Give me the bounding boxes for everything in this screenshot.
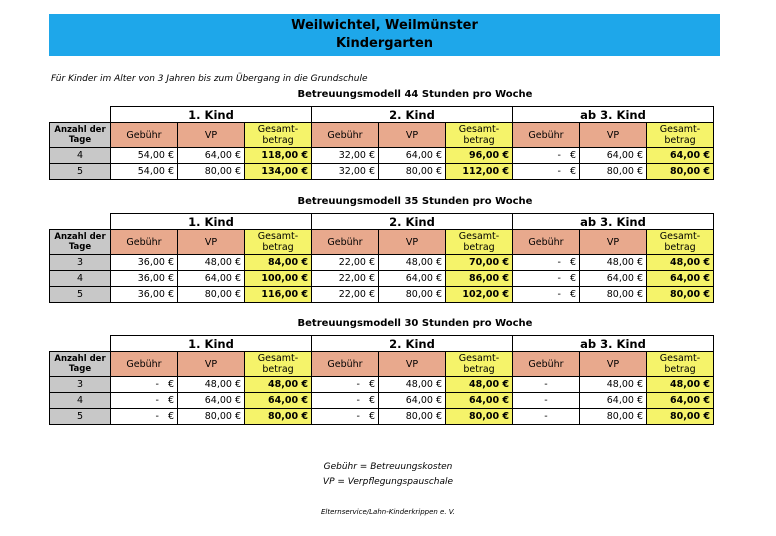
gesamt-cell: 134,00 €: [245, 164, 312, 180]
vp-cell: 80,00 €: [580, 287, 647, 303]
header-gesamt: Gesamt-betrag: [245, 352, 312, 377]
age-note: Für Kinder im Alter von 3 Jahren bis zum Übergang in die Grundschule: [51, 74, 368, 84]
vp-cell: 80,00 €: [379, 409, 446, 425]
header-gebuehr: Gebühr: [312, 123, 379, 148]
header-gebuehr: Gebühr: [111, 230, 178, 255]
table-row: [50, 409, 714, 425]
vp-cell: 64,00 €: [379, 271, 446, 287]
tage-cell: 4: [50, 148, 111, 164]
header-anzahl-tage: Anzahl der Tage: [50, 230, 111, 255]
header-gesamt: Gesamt-betrag: [245, 123, 312, 148]
vp-cell: 80,00 €: [580, 164, 647, 180]
gesamt-cell: 64,00 €: [647, 148, 714, 164]
gebuehr-cell: - €: [513, 287, 580, 303]
gebuehr-cell: - €: [513, 271, 580, 287]
kind-header-row: [50, 107, 714, 123]
column-header-row: [50, 230, 714, 255]
vp-cell: 64,00 €: [178, 148, 245, 164]
gesamt-cell: 48,00 €: [245, 377, 312, 393]
gebuehr-cell: 54,00 €: [111, 164, 178, 180]
gebuehr-cell: - €: [513, 148, 580, 164]
header-vp: VP: [379, 352, 446, 377]
gebuehr-cell: 36,00 €: [111, 287, 178, 303]
vp-cell: 48,00 €: [379, 255, 446, 271]
title-banner: [49, 14, 720, 56]
header-vp: VP: [580, 352, 647, 377]
header-kind3: ab 3. Kind: [513, 336, 714, 352]
vp-cell: 64,00 €: [580, 148, 647, 164]
pricing-table: [49, 106, 714, 180]
vp-cell: 80,00 €: [379, 287, 446, 303]
gesamt-cell: 64,00 €: [446, 393, 513, 409]
header-kind2: 2. Kind: [312, 107, 513, 123]
header-gebuehr: Gebühr: [111, 352, 178, 377]
gebuehr-cell: - €: [312, 377, 379, 393]
gebuehr-cell: - €: [111, 409, 178, 425]
pricing-table: [49, 335, 714, 425]
header-gesamt: Gesamt-betrag: [647, 123, 714, 148]
header-kind1: 1. Kind: [111, 336, 312, 352]
gesamt-cell: 80,00 €: [647, 287, 714, 303]
header-vp: VP: [379, 123, 446, 148]
legend-gebuehr: Gebühr = Betreuungskosten: [323, 462, 453, 472]
table-row: [50, 377, 714, 393]
vp-cell: 64,00 €: [379, 393, 446, 409]
header-gesamt: Gesamt-betrag: [647, 230, 714, 255]
vp-cell: 64,00 €: [178, 393, 245, 409]
header-vp: VP: [178, 123, 245, 148]
gesamt-cell: 64,00 €: [245, 393, 312, 409]
table-row: [50, 287, 714, 303]
table-row: [50, 255, 714, 271]
vp-cell: 48,00 €: [580, 377, 647, 393]
gesamt-cell: 64,00 €: [647, 271, 714, 287]
header-vp: VP: [580, 230, 647, 255]
gebuehr-cell: 36,00 €: [111, 255, 178, 271]
header-gebuehr: Gebühr: [312, 352, 379, 377]
gebuehr-cell: 22,00 €: [312, 271, 379, 287]
header-anzahl-tage: Anzahl der Tage: [50, 123, 111, 148]
table-row: [50, 148, 714, 164]
gesamt-cell: 86,00 €: [446, 271, 513, 287]
header-gesamt: Gesamt-betrag: [446, 123, 513, 148]
header-vp: VP: [178, 230, 245, 255]
vp-cell: 48,00 €: [580, 255, 647, 271]
tage-cell: 3: [50, 255, 111, 271]
gesamt-cell: 84,00 €: [245, 255, 312, 271]
gesamt-cell: 112,00 €: [446, 164, 513, 180]
vp-cell: 48,00 €: [178, 255, 245, 271]
tage-cell: 5: [50, 164, 111, 180]
gesamt-cell: 80,00 €: [647, 164, 714, 180]
header-gesamt: Gesamt-betrag: [446, 230, 513, 255]
gebuehr-cell: - €: [513, 255, 580, 271]
gebuehr-cell: 32,00 €: [312, 148, 379, 164]
header-kind1: 1. Kind: [111, 107, 312, 123]
gesamt-cell: 64,00 €: [647, 393, 714, 409]
pricing-table: [49, 213, 714, 303]
vp-cell: 80,00 €: [379, 164, 446, 180]
vp-cell: 48,00 €: [379, 377, 446, 393]
legend-vp: VP = Verpflegungspauschale: [322, 477, 454, 487]
header-gesamt: Gesamt-betrag: [647, 352, 714, 377]
gesamt-cell: 48,00 €: [647, 377, 714, 393]
model-title: Betreuungsmodell 35 Stunden pro Woche: [297, 196, 533, 207]
header-gebuehr: Gebühr: [513, 230, 580, 255]
header-kind3: ab 3. Kind: [513, 214, 714, 230]
gebuehr-cell: - €: [111, 377, 178, 393]
header-gebuehr: Gebühr: [312, 230, 379, 255]
header-vp: VP: [379, 230, 446, 255]
header-gebuehr: Gebühr: [513, 352, 580, 377]
header-gebuehr: Gebühr: [513, 123, 580, 148]
vp-cell: 64,00 €: [379, 148, 446, 164]
vp-cell: 80,00 €: [178, 287, 245, 303]
kind-header-row: [50, 336, 714, 352]
gesamt-cell: 100,00 €: [245, 271, 312, 287]
header-gesamt: Gesamt-betrag: [245, 230, 312, 255]
gebuehr-cell: - €: [513, 164, 580, 180]
gebuehr-cell: 36,00 €: [111, 271, 178, 287]
gebuehr-cell: 32,00 €: [312, 164, 379, 180]
model-title: Betreuungsmodell 44 Stunden pro Woche: [297, 89, 533, 100]
banner-title: Weilwichtel, Weilmünster: [291, 18, 478, 33]
tage-cell: 4: [50, 393, 111, 409]
gebuehr-cell: -: [513, 409, 580, 425]
gebuehr-cell: -: [513, 377, 580, 393]
header-kind1: 1. Kind: [111, 214, 312, 230]
tage-cell: 5: [50, 409, 111, 425]
gebuehr-cell: -: [513, 393, 580, 409]
vp-cell: 48,00 €: [178, 377, 245, 393]
tage-cell: 4: [50, 271, 111, 287]
gesamt-cell: 80,00 €: [245, 409, 312, 425]
gebuehr-cell: - €: [312, 409, 379, 425]
model-title: Betreuungsmodell 30 Stunden pro Woche: [297, 318, 533, 329]
header-kind3: ab 3. Kind: [513, 107, 714, 123]
vp-cell: 64,00 €: [580, 393, 647, 409]
header-kind2: 2. Kind: [312, 214, 513, 230]
gesamt-cell: 70,00 €: [446, 255, 513, 271]
gesamt-cell: 118,00 €: [245, 148, 312, 164]
gesamt-cell: 80,00 €: [647, 409, 714, 425]
table-row: [50, 164, 714, 180]
gebuehr-cell: - €: [111, 393, 178, 409]
table-row: [50, 271, 714, 287]
gebuehr-cell: - €: [312, 393, 379, 409]
column-header-row: [50, 123, 714, 148]
gesamt-cell: 48,00 €: [446, 377, 513, 393]
header-vp: VP: [178, 352, 245, 377]
footer-credit: Elternservice/Lahn-Kinderkrippen e. V.: [320, 508, 456, 516]
gebuehr-cell: 22,00 €: [312, 287, 379, 303]
gesamt-cell: 96,00 €: [446, 148, 513, 164]
tage-cell: 3: [50, 377, 111, 393]
gesamt-cell: 80,00 €: [446, 409, 513, 425]
gesamt-cell: 48,00 €: [647, 255, 714, 271]
gebuehr-cell: 54,00 €: [111, 148, 178, 164]
vp-cell: 80,00 €: [580, 409, 647, 425]
gesamt-cell: 116,00 €: [245, 287, 312, 303]
vp-cell: 64,00 €: [580, 271, 647, 287]
header-gesamt: Gesamt-betrag: [446, 352, 513, 377]
vp-cell: 80,00 €: [178, 409, 245, 425]
table-row: [50, 393, 714, 409]
gebuehr-cell: 22,00 €: [312, 255, 379, 271]
header-gebuehr: Gebühr: [111, 123, 178, 148]
vp-cell: 64,00 €: [178, 271, 245, 287]
header-anzahl-tage: Anzahl der Tage: [50, 352, 111, 377]
tage-cell: 5: [50, 287, 111, 303]
vp-cell: 80,00 €: [178, 164, 245, 180]
kind-header-row: [50, 214, 714, 230]
header-vp: VP: [580, 123, 647, 148]
gesamt-cell: 102,00 €: [446, 287, 513, 303]
banner-subtitle: Kindergarten: [335, 36, 434, 51]
column-header-row: [50, 352, 714, 377]
header-kind2: 2. Kind: [312, 336, 513, 352]
